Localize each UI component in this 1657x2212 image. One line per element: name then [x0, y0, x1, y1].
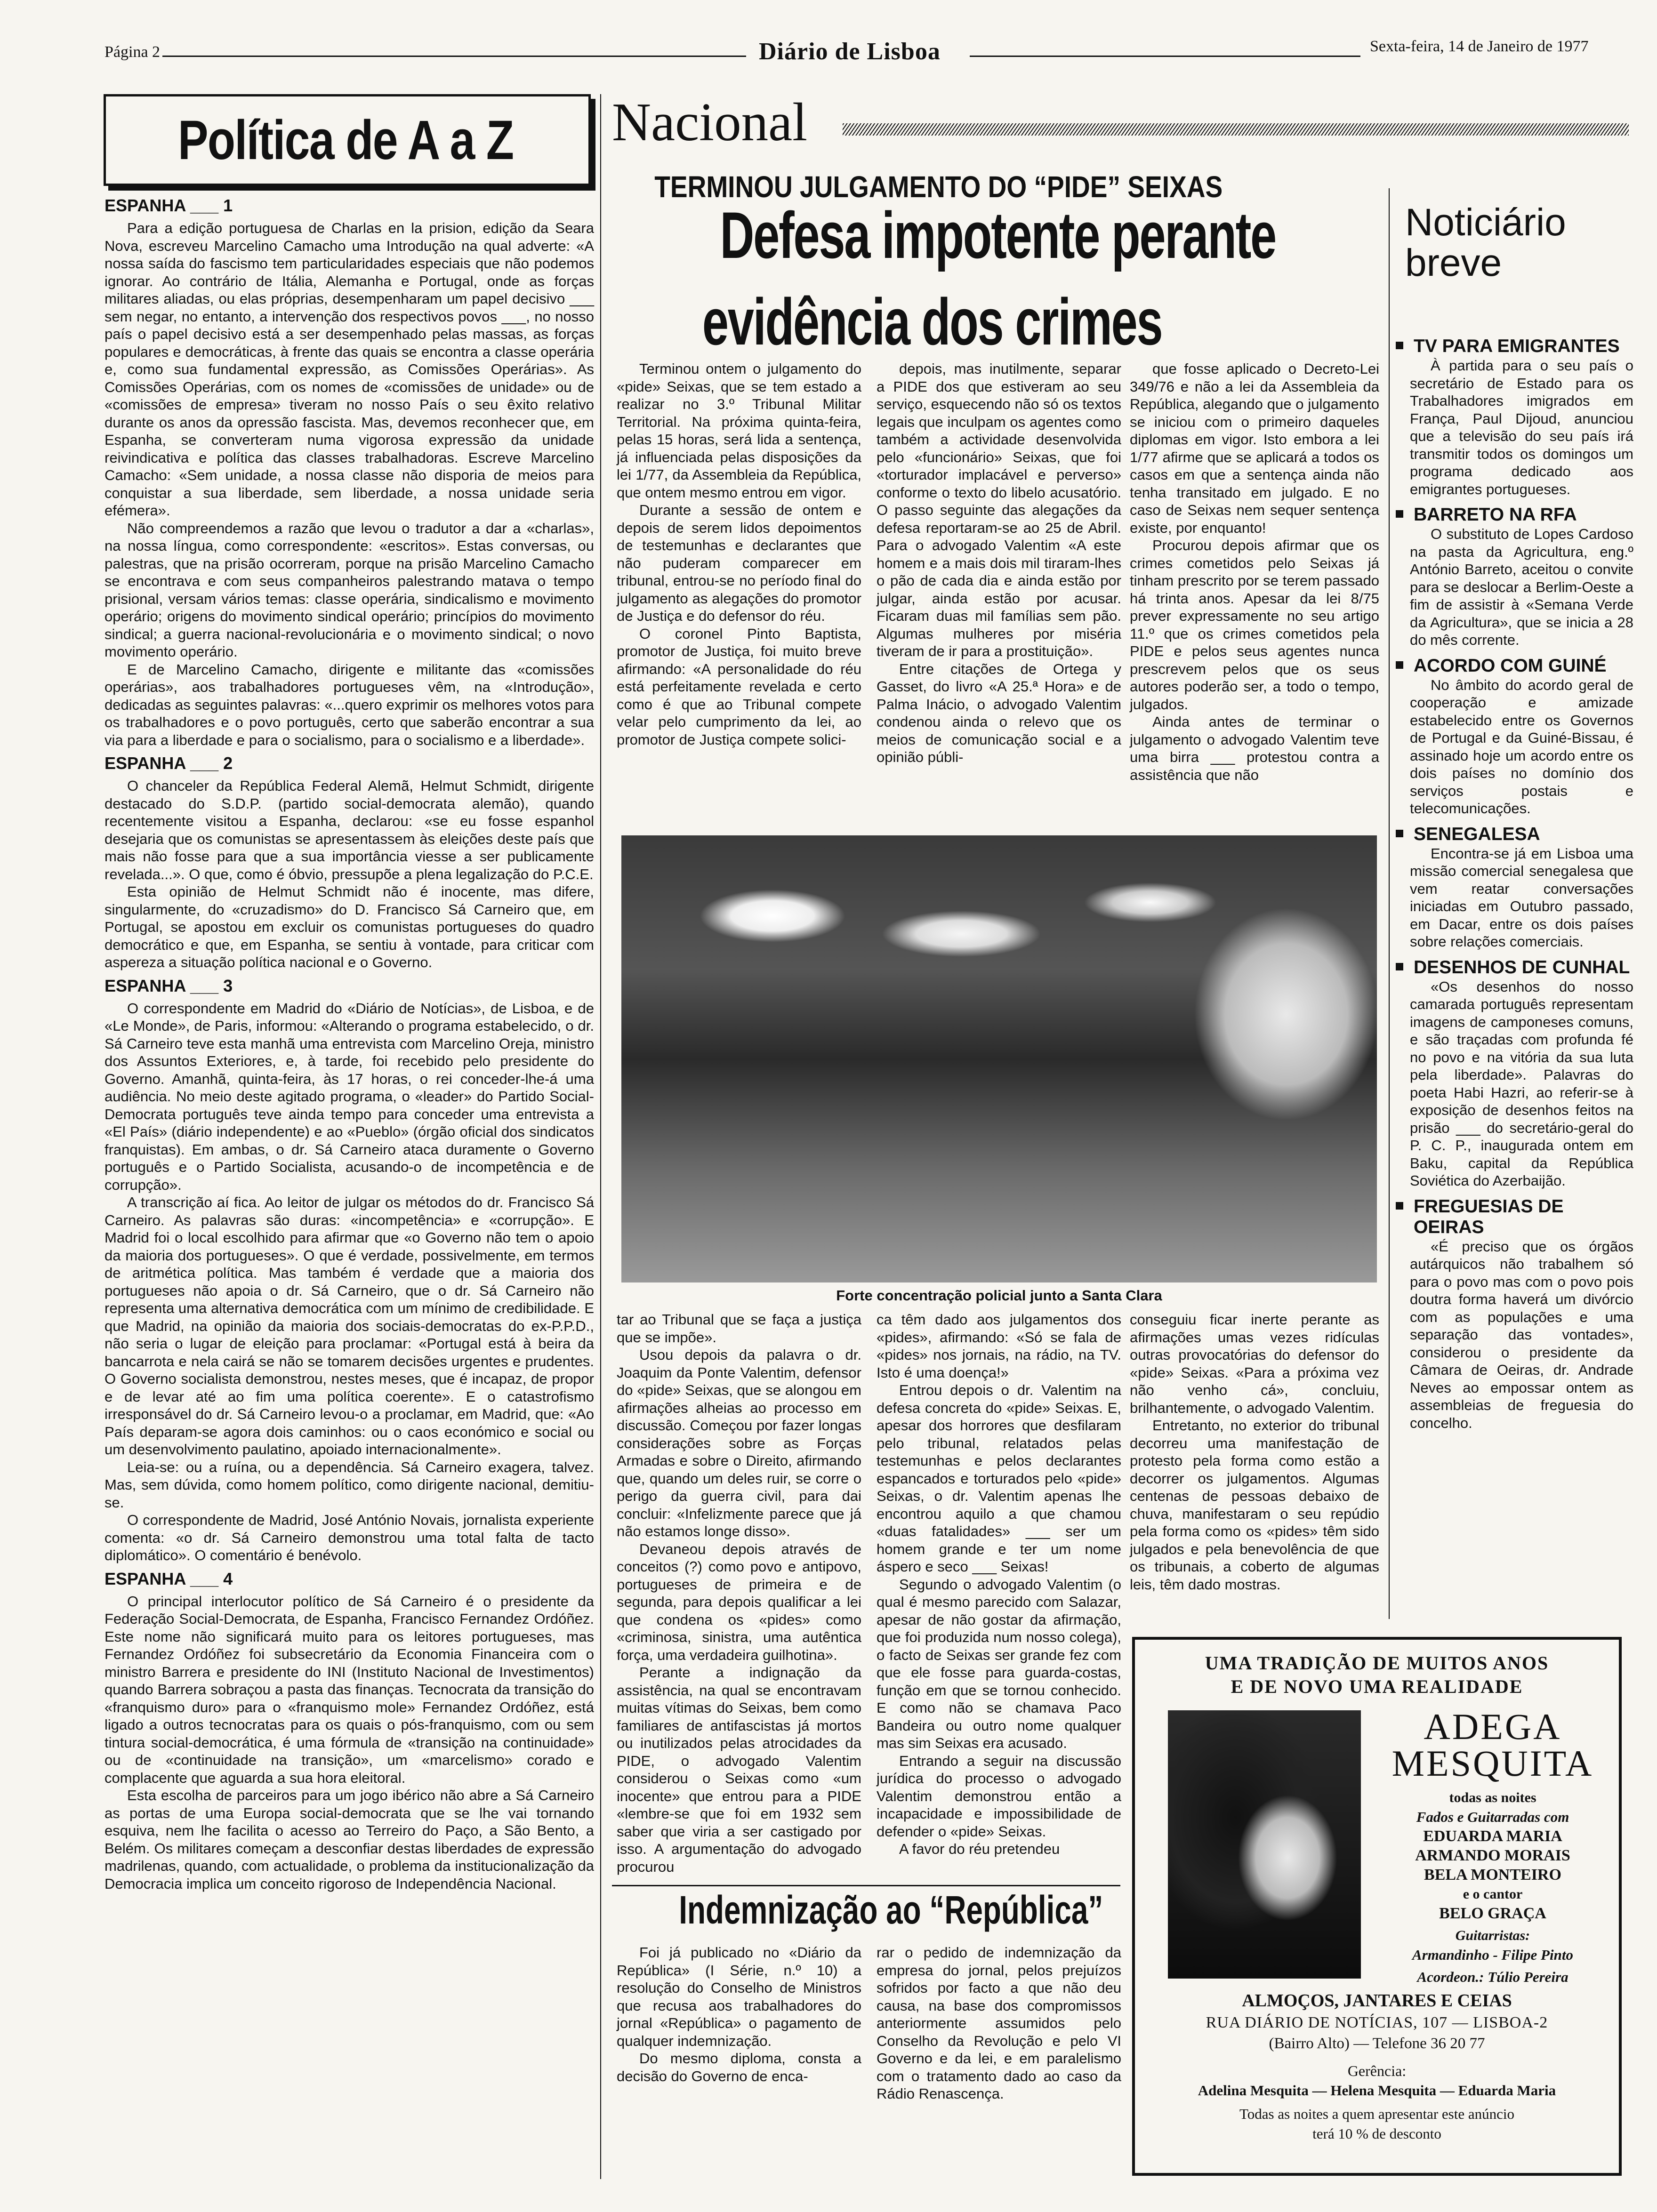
- bullet-icon: [1396, 830, 1403, 837]
- column-divider-left: [600, 94, 601, 2179]
- breve-heading: ACORDO COM GUINÉ: [1396, 656, 1633, 676]
- breve-title-2: breve: [1405, 241, 1502, 284]
- section-body: O chanceler da República Federal Alemã, Helmut Schmidt, dirigente destacado do S.D.P. (partido social-democrata alemão), quando recentemente visitou a Espanha, declarou: «se eu fosse espanhol desejaria que os comunistas se apresentassem às eleições deste país que mais não fosse para que a sua importância viesse a ser publicamente revelada...». O que, como é óbvio, pressupõe a plena legalização do P.C.E. Esta opinião de Helmut Schmidt não é inocente, mas difere, singularmente, do «cruzadismo» do D. Francisco Sá Carneiro que, em Portugal, se apostou em excluir os comunistas portugueses do quadro democrático e que, em Espanha, se sentiu à vontade, para criticar com aspereza a situação política nacional e o Governo.: [105, 777, 594, 970]
- header-rule-left: [162, 56, 746, 57]
- indemn-title-text: Indemnização ao “República”: [679, 1888, 1103, 1932]
- header-rule-right: [970, 56, 1360, 57]
- section-heading: ESPANHA ___ 2: [105, 753, 233, 773]
- section-body: Para a edição portuguesa de Charlas en la prision, edição da Seara Nova, escreveu Marcelino Camacho uma Introdução na qual adverte: «A nossa saída do fascismo tem particularidades especiais que não podemos ignorar. Ao contrário de Itália, Alemanha e Portugal, onde as forças militares aliadas, ou elas próprias, desempenharam um papel decisivo ___ sem negar, no entanto, a intervenção dos respectivos povos ___, no nosso país o papel decisivo está a ser desempenhado pelas massas, as forças populares e democráticas, à frente das quais se encontra a classe operária e, como sua fundamental expressão, as Comissões Operárias». As Comissões Operárias, com os nomes de «comissões de unidade» ou de «comissões de empresa» tiveram no nosso País o seu êxito relativo durante os anos da opressão fascista. Mas, devemos reconhecer que, em Espanha, se converteram numa vigorosa expressão da unidade reivindicativa e política das classes trabalhadoras. Escreve Marcelino Camacho: «Sem unidade, a nossa classe não disporia de meios para conquistar a sua liberdade, sem liberdade, a nossa unidade seria efémera». Não compreendemos a razão que levou o tradutor a dar a «charlas», na nossa língua, como correspondente: «escritos». Estas conversas, ou palestras, que na prisão ocorreram, porque na prisão Marcelino Camacho se encontrava e com seus companheiros palestrando matava o tempo prisional, versam vários temas: classe operária, sindicalismo e movimento operário; origens do movimento sindical operário; princípios do movimento sindical; a guerra nacional-revolucionária e o movimento sindical; o novo movimento operário. E de Marcelino Camacho, dirigente e militante das «comissões operárias», aos trabalhadores portugueses vêm, na «Introdução», dedicadas as seguintes palavras: «...quero exprimir os melhores votos para os trabalhadores e o povo português, certo que saberão encontrar a sua via para a liberdade e para o socialismo, para o socialismo e a liberdade».: [105, 220, 594, 748]
- section-body: O correspondente em Madrid do «Diário de Notícias», de Lisboa, e de «Le Monde», de Paris, informou: «Alterando o programa estabelecido, o dr. Sá Carneiro teve esta manhã uma entrevista com Marcelino Oreja, ministro dos Assuntos Exteriores, e, à tarde, foi recebido pelo presidente do Governo. Amanhã, quinta-feira, às 17 horas, o rei conceder-lhe-á uma audiência. No meio deste agitado programa, o «leader» do Partido Social-Democrata português teve ainda tempo para conceder uma entrevista a «El País» (diário independente) e ao «Pueblo» (órgão oficial dos sindicatos franquistas). Em ambas, o dr. Sá Carneiro ataca duramente o Governo português e o Partido Socialista, acusando-o de incompetência e de corrupção». A transcrição aí fica. Ao leitor de julgar os métodos do dr. Francisco Sá Carneiro. As palavras são duras: «incompetência» e «corrupção». E Madrid foi o local escolhido para afirmar que «o Governo não tem o apoio da maioria dos portugueses». O que é verdade, possivelmente, em termos de aritmética política. Mas também é verdade que a maioria dos portugueses não apoia o dr. Sá Carneiro, que o dr. Sá Carneiro não representa uma alternativa democrática com um mínimo de credibilidade. E que Madrid, na opinião da maioria dos sociais-democratas do ex-P.P.D., não seria o lugar de eleição para proclamar: «Portugal está à beira da bancarrota e nela cairá se não se tomarem decisões urgentes e prudentes. O Governo socialista demonstrou, nestes meses, que é incapaz, de propor e de levar até ao fim uma política coerente». E o catastrofismo irresponsável do dr. Sá Carneiro levou-o a proclamar, em Madrid, que: «Ao País deparam-se agora dois caminhos: ou o caos económico e social ou um desenvolvimento paulatino, apoiado internacionalmente». Leia-se: ou a ruína, ou a dependência. Sá Carneiro exagera, talvez. Mas, sem dúvida, como homem político, como dirigente nacional, demitiu-se. O correspondente de Madrid, José António Novais, jornalista experiente comenta: «o dr. Sá Carneiro demonstrou uma total falta de tacto diplomático». O comentário é benévolo.: [105, 1000, 594, 1563]
- column-divider-right: [1389, 188, 1390, 1619]
- breve-title-1: Noticiário: [1405, 201, 1566, 244]
- ad-discount-1: Todas as noites a quem apresentar este anúncio: [1239, 2106, 1515, 2122]
- section-hatch: [843, 123, 1629, 136]
- bullet-icon: [1396, 1202, 1403, 1210]
- page-number: Página 2: [105, 43, 161, 61]
- article-col-4: tar ao Tribunal que se faça a justiça que se impõe». Usou depois da palavra o dr. Joaquim da Ponte Valentim, defensor do «pide» Seixas, que se alongou em afirmações alheias ao processo em discussão. Começou por fazer longas considerações sobre as Forças Armadas e sobre o Direito, afirmando que, quando um deles ruir, se corre o perigo da guerra civil, para dai concluir: «Infelizmente parece que já não estamos longe disso». Devaneou depois através de conceitos (?) como povo e antipovo, portugueses de primeira e de segunda, para depois qualificar a lei que condena os «pides» como «criminosa, sinistra, uma autêntica força, uma verdadeira guilhotina». Perante a indignação da assistência, na qual se encontravam muitas vítimas do Seixas, bem como familiares de antifascistas já mortos ou inutilizados pelas atrocidades da PIDE, o advogado Valentim considerou o Seixas como «um inocente» que entrou para a PIDE «lembre-se que foi em 1932 sem saber que viria a ser castigado por isso. A argumentação do advogado procurou: [617, 1311, 861, 1875]
- breve-text: Encontra-se já em Lisboa uma missão comercial senegalesa que vem reatar conversações iniciadas em Outubro passado, em Dacar, entre os dois países sobre relações comerciais.: [1410, 845, 1633, 950]
- ad-management-label: Gerência:: [1347, 2062, 1407, 2079]
- espanha-4: [105, 1569, 594, 1893]
- section-heading: ESPANHA ___ 1: [105, 196, 233, 215]
- breve-text: «Os desenhos do nosso camarada português representam imagens de camponeses comuns, e são traçadas com profunda fé no povo e na vitória da sua luta pela liberdade». Palavras do poeta Habi Hazri, ao referir-se à exposição de desenhos feitos na prisão ___ do secretário-geral do P. C. P., inaugurada ontem em Baku, capital da República Soviética do Azerbaijão.: [1410, 978, 1633, 1189]
- ad-name-1: ADEGA: [1424, 1706, 1562, 1747]
- indemn-title: [612, 1887, 1120, 1933]
- ad-discount-2: terá 10 % de desconto: [1312, 2125, 1441, 2142]
- article-col-2: depois, mas inutilmente, separar a PIDE dos que estiveram ao seu serviço, esquecendo não só os textos legais que inculpam os agentes como também a actividade desenvolvida pelo «funcionário» Seixas, que foi «torturador implacável e perverso» conforme o texto do libelo acusatório. O passo seguinte das alegações da defesa reportaram-se ao 25 de Abril. Para o advogado Valentim «A este homem e a mais dois mil tiraram-lhes o pão de cada dia e ainda estão por julgar, ainda estão por acusar. Ficaram duas mil famílias sem pão. Algumas mulheres por miséria tiveram de ir para a prostituição». Entre citações de Ortega y Gasset, do livro «A 25.ª Hora» e de Palma Inácio, o advogado Valentim condenou ainda o relevo que os meios de comunicação social e a opinião públi-: [877, 361, 1121, 765]
- bullet-icon: [1396, 342, 1403, 349]
- article-col-6: conseguiu ficar inerte perante as afirmações umas vezes ridículas outras provocatórias do defensor do «pide» Seixas. «Para a próxima vez não venho cá», concluiu, brilhantemente, o advogado Valentim. Entretanto, no exterior do tribunal decorreu uma manifestação de protesto pela forma como estão a decorrer os julgamentos. Algumas centenas de pessoas debaixo de chuva, manifestaram o seu repúdio pela forma como os «pides» têm sido julgados e pela benevolência de que os tribunais, a coberto de algumas leis, têm dado mostras.: [1130, 1311, 1379, 1593]
- espanha-2: [105, 753, 594, 971]
- indemn-col-1: Foi já publicado no «Diário da República» (I Série, n.º 10) a resolução do Conselho de Ministros que recusa aos trabalhadores do jornal «República» o pagamento de qualquer indemnização. Do mesmo diploma, consta a decisão do Governo de enca-: [617, 1944, 861, 2084]
- section-heading: ESPANHA ___ 3: [105, 976, 233, 995]
- headline-line-1: Defesa impotente perante: [720, 198, 1276, 272]
- section-body: O principal interlocutor político de Sá Carneiro é o presidente da Federação Social-Democrata, de Espanha, Francisco Fernandez Ordóñez. Este nome não significará muito para os leitores portugueses, mas Fernandez Ordóñez foi subsecretário da Economia Financeira com o ministro Barrera e presidente do INI (Instituto Nacional de Investimentos) quando Barrera sobraçou a pasta das finanças. Tecnocrata da transição do «franquismo duro» para o «franquismo mole» Fernandez Ordóñez, está ligado a outros tecnocratas para os quais o pós-franquismo, com ou sem tintura social-democrática, é uma fórmula de «transição na continuidade» ou de «continuidade na transição», um «marcelismo» corado e complacente que aguarda a sua hora eleitoral. Esta escolha de parceiros para um jogo ibérico não abre a Sá Carneiro as portas de uma Europa social-democrata que se lhe vai tornando esquiva, nem lhe facilita o acesso ao Terreiro do Paço, a São Bento, a Belém. Os militares começam a desconfiar destas liberdades de expressão madrilenas, quando, com actualidade, o problema da institucionalização da Democracia implica um conceito rigoroso de Independência Nacional.: [105, 1593, 594, 1892]
- ad-program: todas as noites Fados e Guitarradas com EDUARDA MARIA ARMANDO MORAIS BELA MONTEIRO e o cantor BELO GRAÇA Guitarristas: Armandinho - Filipe Pinto Acordeon.: Túlio Pereira: [1412, 1790, 1573, 1985]
- breve-text: «É preciso que os órgãos autárquicos não trabalhem só para o povo mas com o povo pois doutra forma haverá um divórcio com as populações e uma separação das vontades», considerou o presidente da Câmara de Oeiras, dr. Andrade Neves ao empossar ontem as assembleias de freguesia do concelho.: [1410, 1238, 1633, 1431]
- ad-management: Adelina Mesquita — Helena Mesquita — Eduarda Maria: [1198, 2082, 1556, 2099]
- breve-item: [1396, 1196, 1633, 1432]
- masthead: Diário de Lisboa: [759, 38, 941, 65]
- breve-list: [1396, 329, 1633, 1432]
- bullet-icon: [1396, 510, 1403, 518]
- issue-date: Sexta-feira, 14 de Janeiro de 1977: [1370, 38, 1589, 55]
- breve-heading: FREGUESIAS DE OEIRAS: [1396, 1196, 1633, 1238]
- advertisement: [1132, 1637, 1622, 2176]
- breve-heading: TV PARA EMIGRANTES: [1396, 336, 1633, 357]
- breve-item: [1396, 336, 1633, 498]
- politica-column: [105, 193, 594, 1892]
- headline-line-2: evidência dos crimes: [702, 285, 1162, 359]
- politica-title-box: [104, 94, 591, 186]
- espanha-3: [105, 976, 594, 1564]
- ad-top-line-2: E DE NOVO UMA REALIDADE: [1231, 1676, 1523, 1697]
- ad-portrait: [1168, 1710, 1361, 1979]
- breve-text: O substituto de Lopes Cardoso na pasta da Agricultura, eng.º António Barreto, aceitou o convite para se deslocar a Berlim-Oeste a fim de assistir à «Semana Verde da Agricultura», que se inicia a 28 do mês corrente.: [1410, 526, 1633, 648]
- news-photo: [621, 835, 1377, 1282]
- breve-item: [1396, 957, 1633, 1190]
- espanha-1: [105, 196, 594, 749]
- indemn-rule-top: [612, 1885, 1120, 1886]
- article-col-1: Terminou ontem o julgamento do «pide» Seixas, que se tem estado a realizar no 3.º Tribunal Militar Territorial. Na próxima quinta-feira, pelas 15 horas, será lida a sentença, já influenciada pelas disposições da lei 1/77, da Assembleia da República, que ontem mesmo entrou em vigor. Durante a sessão de ontem e depois de serem lidos depoimentos de testemunhas e declarantes que não puderam comparecer em tribunal, entrou-se no período final do julgamento as alegações do promotor de Justiça e do defensor do réu. O coronel Pinto Baptista, promotor de Justiça, foi muito breve afirmando: «A personalidade do réu está perfeitamente revelada e certo como é que ao Tribunal compete velar pelo cumprimento da lei, ao promotor de Justiça compete solici-: [617, 361, 861, 748]
- section-nacional: Nacional: [612, 92, 808, 152]
- photo-caption: Forte concentração policial junto a Santa Clara: [836, 1287, 1162, 1304]
- bullet-icon: [1396, 963, 1403, 970]
- breve-item: [1396, 824, 1633, 951]
- ad-name-2: MESQUITA: [1392, 1743, 1594, 1784]
- article-col-3: que fosse aplicado o Decreto-Lei 349/76 e não a lei da Assembleia da República, alegando que o julgamento se iniciou com o primeiro daqueles diplomas em vigor. Isto embora a lei 1/77 afirme que se aplicará a todos os casos em que a sentença ainda não tenha transitado em julgado. E no caso de Seixas nem sequer sentença existe, por enquanto! Procurou depois afirmar que os crimes cometidos pelo Seixas já tinham prescrito por se terem passado há trinta anos. Apesar da lei 8/75 prever expressamente no seu artigo 11.º que os crimes cometidos pela PIDE e pelos seus agentes nunca prescrevem pelos que os seus autores poderão ser, a todo o tempo, julgados. Ainda antes de terminar o julgamento o advogado Valentim teve uma birra ___ protestou contra a assistência que não: [1130, 361, 1379, 783]
- breve-heading: DESENHOS DE CUNHAL: [1396, 957, 1633, 978]
- breve-heading: BARRETO NA RFA: [1396, 505, 1633, 525]
- article-col-5: ca têm dado aos julgamentos dos «pides», afirmando: «Só se fala de «pides» nos jornais, na rádio, na TV. Isto é uma doença!» Entrou depois o dr. Valentim na defesa concreta do «pide» Seixas. E, apesar dos horrores que desfilaram pelo tribunal, relatados pelas testemunhas e pelos declarantes espancados e torturados pelo «pide» Seixas, o dr. Valentim apenas lhe encontrou aquilo a que chamou «duas fatalidades» ___ ser um homem grande e ter um nome áspero e seco ___ Seixas! Segundo o advogado Valentim (o qual é mesmo parecido com Salazar, apesar de não gostar da afirmação, que foi produzida num nosso colega), o facto de Seixas ser grande fez com que ele fosse para guarda-costas, função em que se tornou conhecido. E como não se chamava Paco Bandeira ou outro nome qualquer mas sim Seixas era acusado. Entrando a seguir na discussão jurídica do processo o advogado Valentim demonstrou então a incapacidade e impossibilidade de defender o «pide» Seixas. A favor do réu pretendeu: [877, 1311, 1121, 1857]
- breve-text: À partida para o seu país o secretário de Estado para os Trabalhadores imigrados em França, Paul Dijoud, anunciou que a televisão do seu país irá transmitir todos os domingos um programa dedicado aos emigrantes portugueses.: [1410, 357, 1633, 497]
- ad-phone: (Bairro Alto) — Telefone 36 20 77: [1269, 2035, 1485, 2052]
- breve-text: No âmbito do acordo geral de cooperação e amizade estabelecido entre os Governos de Portugal e da Guiné-Bissau, é assinado hoje um acordo entre os dois países no domínio dos serviços postais e telecomunicações.: [1410, 676, 1633, 817]
- breve-item: [1396, 656, 1633, 817]
- breve-item: [1396, 505, 1633, 649]
- politica-title: Política de A a Z: [178, 109, 514, 171]
- ad-top-line-1: UMA TRADIÇÃO DE MUITOS ANOS: [1205, 1652, 1549, 1674]
- ad-meals: ALMOÇOS, JANTARES E CEIAS: [1242, 1991, 1512, 2011]
- headline: [612, 198, 1276, 376]
- ad-address: RUA DIÁRIO DE NOTÍCIAS, 107 — LISBOA-2: [1206, 2014, 1548, 2031]
- breve-title: [1405, 202, 1566, 283]
- bullet-icon: [1396, 661, 1403, 669]
- breve-heading: SENEGALESA: [1396, 824, 1633, 845]
- kicker-text: TERMINOU JULGAMENTO DO “PIDE” SEIXAS: [654, 170, 1223, 204]
- indemn-col-2: rar o pedido de indemnização da empresa do jornal, pelos prejuízos sofridos por facto a que não deu causa, na base dos compromissos anteriormente assumidos pelo Conselho da Revolução e pelo VI Governo e da lei, e em paralelismo com o tratamento dado ao caso da Rádio Renascença.: [877, 1944, 1121, 2102]
- section-heading: ESPANHA ___ 4: [105, 1569, 233, 1588]
